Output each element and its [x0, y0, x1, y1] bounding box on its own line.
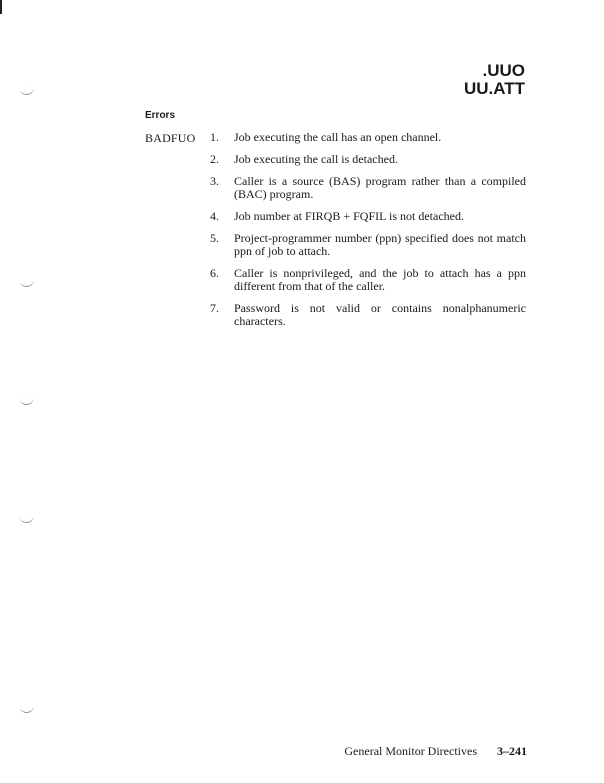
binding-edge-mark [0, 0, 2, 14]
error-number: 1. [210, 130, 219, 144]
margin-curl-mark [20, 397, 35, 405]
error-list [210, 131, 526, 337]
error-code: BADFUO [145, 131, 196, 145]
margin-curl-mark [20, 279, 35, 287]
error-number: 5. [210, 231, 219, 245]
error-number: 6. [210, 266, 219, 280]
page-number: 3–241 [497, 744, 527, 758]
page-header [464, 62, 525, 98]
header-directive-name: UU.ATT [463, 79, 525, 98]
error-number: 2. [210, 152, 219, 166]
margin-curl-mark [20, 87, 35, 95]
footer-chapter-title: General Monitor Directives [344, 744, 477, 758]
error-description: Password is not valid or contains nonalphanumeric characters. [234, 301, 526, 328]
error-description: Caller is nonprivileged, and the job to attach has a ppn different from that of the caller. [234, 266, 526, 293]
error-description: Project-programmer number (ppn) specified does not match ppn of job to attach. [234, 231, 526, 258]
margin-curl-mark [20, 705, 35, 713]
page-footer [344, 744, 527, 759]
errors-heading: Errors [145, 110, 176, 121]
error-description: Job executing the call has an open channel. [234, 130, 442, 144]
error-number: 3. [210, 174, 219, 188]
error-item [210, 175, 526, 201]
error-item [210, 232, 526, 258]
error-item [210, 210, 526, 223]
error-description: Job executing the call is detached. [234, 152, 398, 166]
margin-curl-mark [20, 515, 35, 523]
error-number: 7. [210, 301, 219, 315]
error-description: Job number at FIRQB + FQFIL is not detached. [234, 209, 464, 223]
error-number: 4. [210, 209, 219, 223]
error-item [210, 267, 526, 293]
error-description: Caller is a source (BAS) program rather than a compiled (BAC) program. [234, 174, 526, 201]
error-item [210, 153, 526, 166]
error-item [210, 302, 526, 328]
header-directive-group: .UUO [482, 61, 525, 80]
error-item [210, 131, 526, 144]
